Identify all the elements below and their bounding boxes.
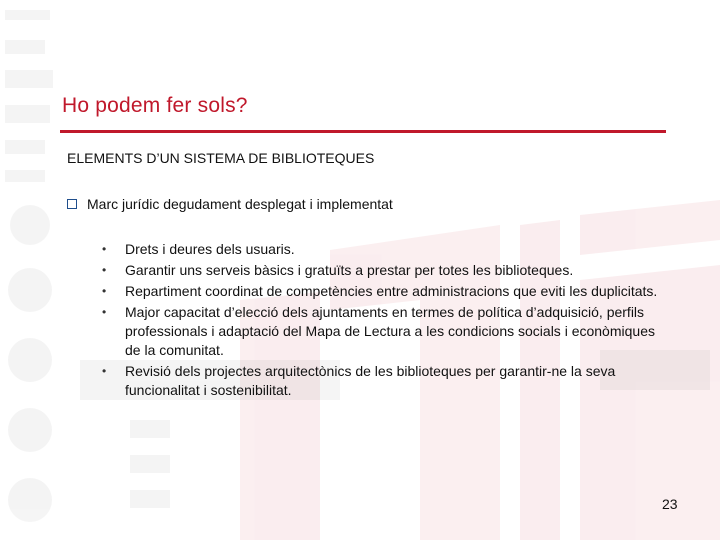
list-item (100, 282, 670, 301)
page-number: 23 (662, 496, 678, 512)
list-item (100, 362, 670, 400)
bullet-icon: • (102, 242, 107, 256)
main-point (67, 196, 393, 212)
bullet-text: Garantir uns serveis bàsics i gratuïts a prestar per totes les biblioteques. (125, 262, 574, 278)
bullet-icon: • (102, 364, 107, 378)
title-underline (60, 130, 666, 133)
bullet-text: Repartiment coordinat de competències entre administracions que eviti les duplicitats. (125, 283, 658, 299)
bullet-list (100, 240, 670, 402)
bullet-icon: • (102, 284, 107, 298)
list-item (100, 303, 670, 360)
section-heading: ELEMENTS D’UN SISTEMA DE BIBLIOTEQUES (67, 150, 375, 166)
list-item (100, 240, 670, 259)
bullet-icon: • (102, 263, 107, 277)
checkbox-bullet-icon (67, 199, 77, 209)
list-item (100, 261, 670, 280)
bullet-text: Major capacitat d’elecció dels ajuntaments en termes de política d’adquisició, perfils professionals i adaptació del Mapa de Lectura a les condicions socials i econòmiques de la comunitat. (125, 304, 655, 358)
bullet-text: Revisió dels projectes arquitectònics de les biblioteques per garantir-ne la seva funcionalitat i sostenibilitat. (125, 363, 616, 398)
main-point-text: Marc jurídic degudament desplegat i implementat (87, 196, 393, 212)
slide-title: Ho podem fer sols? (62, 94, 248, 117)
bullet-text: Drets i deures dels usuaris. (125, 241, 295, 257)
bullet-icon: • (102, 305, 107, 319)
